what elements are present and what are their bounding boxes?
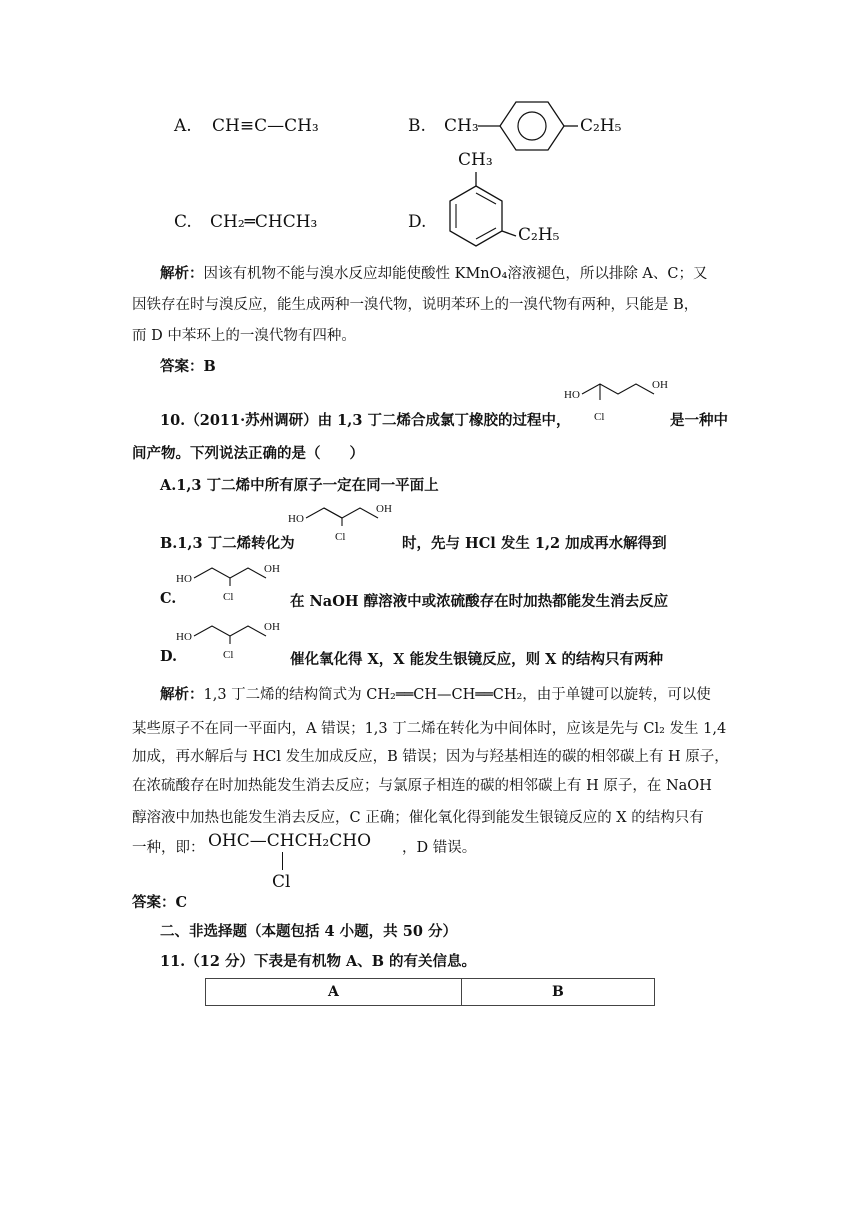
q11-stem: 11.（12 分）下表是有机物 A、B 的有关信息。 [160, 953, 477, 970]
q10-analysis-line4: 在浓硫酸存在时加热能发生消去反应；与氯原子相连的碳的相邻碳上有 H 原子，在 NaOH [132, 778, 712, 794]
analysis-label: 解析： [160, 686, 204, 703]
q10-analysis-line5: 醇溶液中加热也能发生消去反应，C 正确；催化氧化得到能发生银镜反应的 X 的结构只有 [132, 810, 704, 826]
svg-text:OH: OH [264, 621, 280, 633]
q10-option-b: B.1,3 丁二烯转化为 [160, 535, 295, 552]
svg-text:OH: OH [264, 563, 280, 575]
option-b-label: B. [408, 116, 426, 136]
svg-text:Cl: Cl [335, 531, 346, 543]
svg-text:OH: OH [652, 379, 668, 391]
q9-analysis-line3: 而 D 中苯环上的一溴代物有四种。 [132, 328, 356, 344]
q10-analysis-line6-prefix: 一种，即： [132, 840, 205, 856]
answer-label: 答案： [132, 894, 176, 911]
q9-analysis-line1: 解析：因该有机物不能与溴水反应却能使酸性 KMnO₄溶液褪色，所以排除 A、C；又 [160, 265, 708, 282]
svg-text:Cl: Cl [594, 411, 605, 423]
svg-text:HO: HO [176, 573, 192, 585]
intermediate-structure-4 [168, 614, 288, 666]
q10-answer [132, 891, 187, 912]
intermediate-structure-3 [168, 556, 288, 608]
table-header-b: B [461, 979, 654, 1006]
formula-bond [282, 852, 283, 870]
answer-value: B [203, 358, 216, 375]
option-d-methyl: CH₃ [458, 150, 493, 170]
q10-analysis-line1: 解析：1,3 丁二烯的结构简式为 CH₂══CH—CH══CH₂，由于单键可以旋转，可以使 [160, 686, 711, 703]
q10-stem: 10.（2011·苏州调研）由 1,3 丁二烯合成氯丁橡胶的过程中， [160, 412, 571, 429]
option-a-label: A. [174, 116, 192, 136]
svg-text:Cl: Cl [223, 591, 234, 603]
q10-stem-suffix: 是一种中 [670, 412, 728, 429]
q10-option-c-text: 在 NaOH 醇溶液中或浓硫酸存在时加热都能发生消去反应 [290, 593, 669, 610]
analysis-label: 解析： [160, 265, 204, 282]
svg-text:OH: OH [376, 503, 392, 515]
q10-option-d-text: 催化氧化得 X，X 能发生银镜反应，则 X 的结构只有两种 [290, 651, 663, 668]
option-c-label: C. [174, 212, 192, 232]
q9-answer [160, 355, 216, 376]
option-b-ethyl: C₂H₅ [580, 116, 622, 136]
answer-label: 答案： [160, 358, 204, 375]
svg-text:HO: HO [564, 389, 580, 401]
q10-option-a: A.1,3 丁二烯中所有原子一定在同一平面上 [160, 477, 439, 494]
svg-text:HO: HO [288, 513, 304, 525]
q10-option-d-label: D. [160, 648, 178, 665]
intermediate-structure-1 [556, 374, 676, 426]
svg-text:HO: HO [176, 631, 192, 643]
option-c-formula: CH₂═CHCH₃ [210, 212, 318, 232]
q10-stem-line2: 间产物。下列说法正确的是（ ） [132, 445, 364, 462]
option-d-label: D. [408, 212, 427, 232]
option-b-methyl: CH₃ [444, 116, 479, 136]
q10-option-c-label: C. [160, 590, 177, 607]
intermediate-structure-2 [280, 496, 400, 548]
svg-text:Cl: Cl [223, 649, 234, 661]
option-b-benzene-ring [478, 96, 588, 156]
section-heading: 二、非选择题（本题包括 4 小题，共 50 分） [160, 923, 457, 940]
q10-analysis-line3: 加成，再水解后与 HCl 发生加成反应，B 错误；因为与羟基相连的碳的相邻碳上有 H 原子， [132, 749, 729, 765]
dialdehyde-chlorine: Cl [272, 872, 291, 892]
q10-analysis-line6-suffix: ，D 错误。 [402, 840, 477, 856]
q10-option-b-suffix: 时，先与 HCl 发生 1,2 加成再水解得到 [402, 535, 667, 552]
q10-analysis-line2: 某些原子不在同一平面内，A 错误；1,3 丁二烯在转化为中间体时，应该是先与 Cl₂ 发生 1,4 [132, 721, 727, 737]
table-header-row [206, 979, 655, 1006]
dialdehyde-formula: OHC—CHCH₂CHO [208, 831, 372, 851]
option-a-formula: CH≡C—CH₃ [212, 116, 319, 136]
q11-info-table [205, 978, 655, 1006]
table-header-a: A [206, 979, 462, 1006]
answer-value: C [175, 894, 188, 911]
option-d-ethyl: C₂H₅ [518, 225, 560, 245]
q9-analysis-line2: 因铁存在时与溴反应，能生成两种一溴代物，说明苯环上的一溴代物有两种，只能是 B， [132, 297, 699, 313]
